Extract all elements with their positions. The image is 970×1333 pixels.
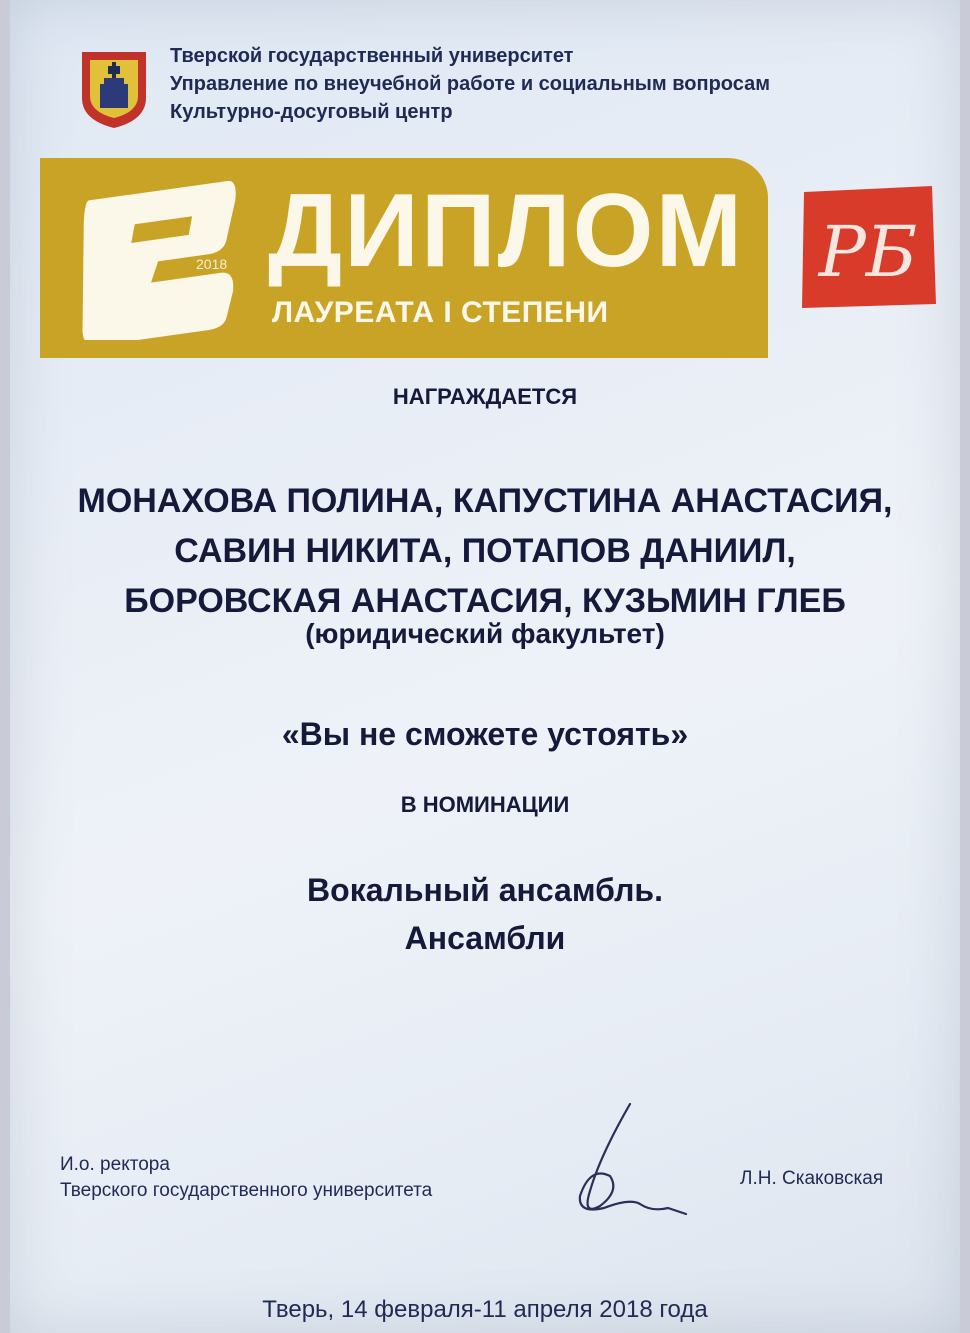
- partner-logo-text: РБ: [818, 211, 918, 293]
- department-name: Управление по внеучебной работе и социальным вопросам: [170, 73, 771, 95]
- festival-year: 2018: [196, 256, 228, 272]
- recipients-list: [0, 476, 970, 626]
- awarded-label: НАГРАЖДАЕТСЯ: [392, 384, 578, 409]
- diploma-title: ДИПЛОМ: [268, 173, 745, 289]
- position-line: И.о. ректора: [60, 1154, 170, 1175]
- diploma-subtitle: ЛАУРЕАТА I СТЕПЕНИ: [272, 296, 609, 329]
- signatory-position: [60, 1152, 432, 1204]
- university-crest-icon: [78, 48, 150, 130]
- position-line: Тверского государственного университета: [60, 1180, 433, 1201]
- festival-e-logo-icon: [68, 180, 268, 340]
- university-name: Тверской государственный университет: [170, 45, 574, 67]
- recipient-line: САВИН НИКИТА, ПОТАПОВ ДАНИИЛ,: [174, 532, 796, 570]
- footer-date: Тверь, 14 февраля-11 апреля 2018 года: [262, 1296, 708, 1323]
- header-block: [170, 42, 770, 126]
- faculty-name: (юридический факультет): [305, 618, 665, 649]
- nomination-label: В НОМИНАЦИИ: [400, 792, 570, 817]
- song-title: «Вы не сможете устоять»: [281, 716, 689, 752]
- nomination-category: [0, 866, 970, 962]
- nomination-line: Ансамбли: [404, 920, 566, 956]
- center-name: Культурно-досуговый центр: [170, 101, 453, 123]
- recipient-line: БОРОВСКАЯ АНАСТАСИЯ, КУЗЬМИН ГЛЕБ: [124, 582, 846, 620]
- signatory-name: Л.Н. Скаковская: [740, 1168, 884, 1189]
- handwritten-signature-icon: [560, 1096, 700, 1236]
- nomination-line: Вокальный ансамбль.: [307, 872, 663, 908]
- partner-logo-icon: [798, 184, 938, 310]
- recipient-line: МОНАХОВА ПОЛИНА, КАПУСТИНА АНАСТАСИЯ,: [77, 482, 893, 520]
